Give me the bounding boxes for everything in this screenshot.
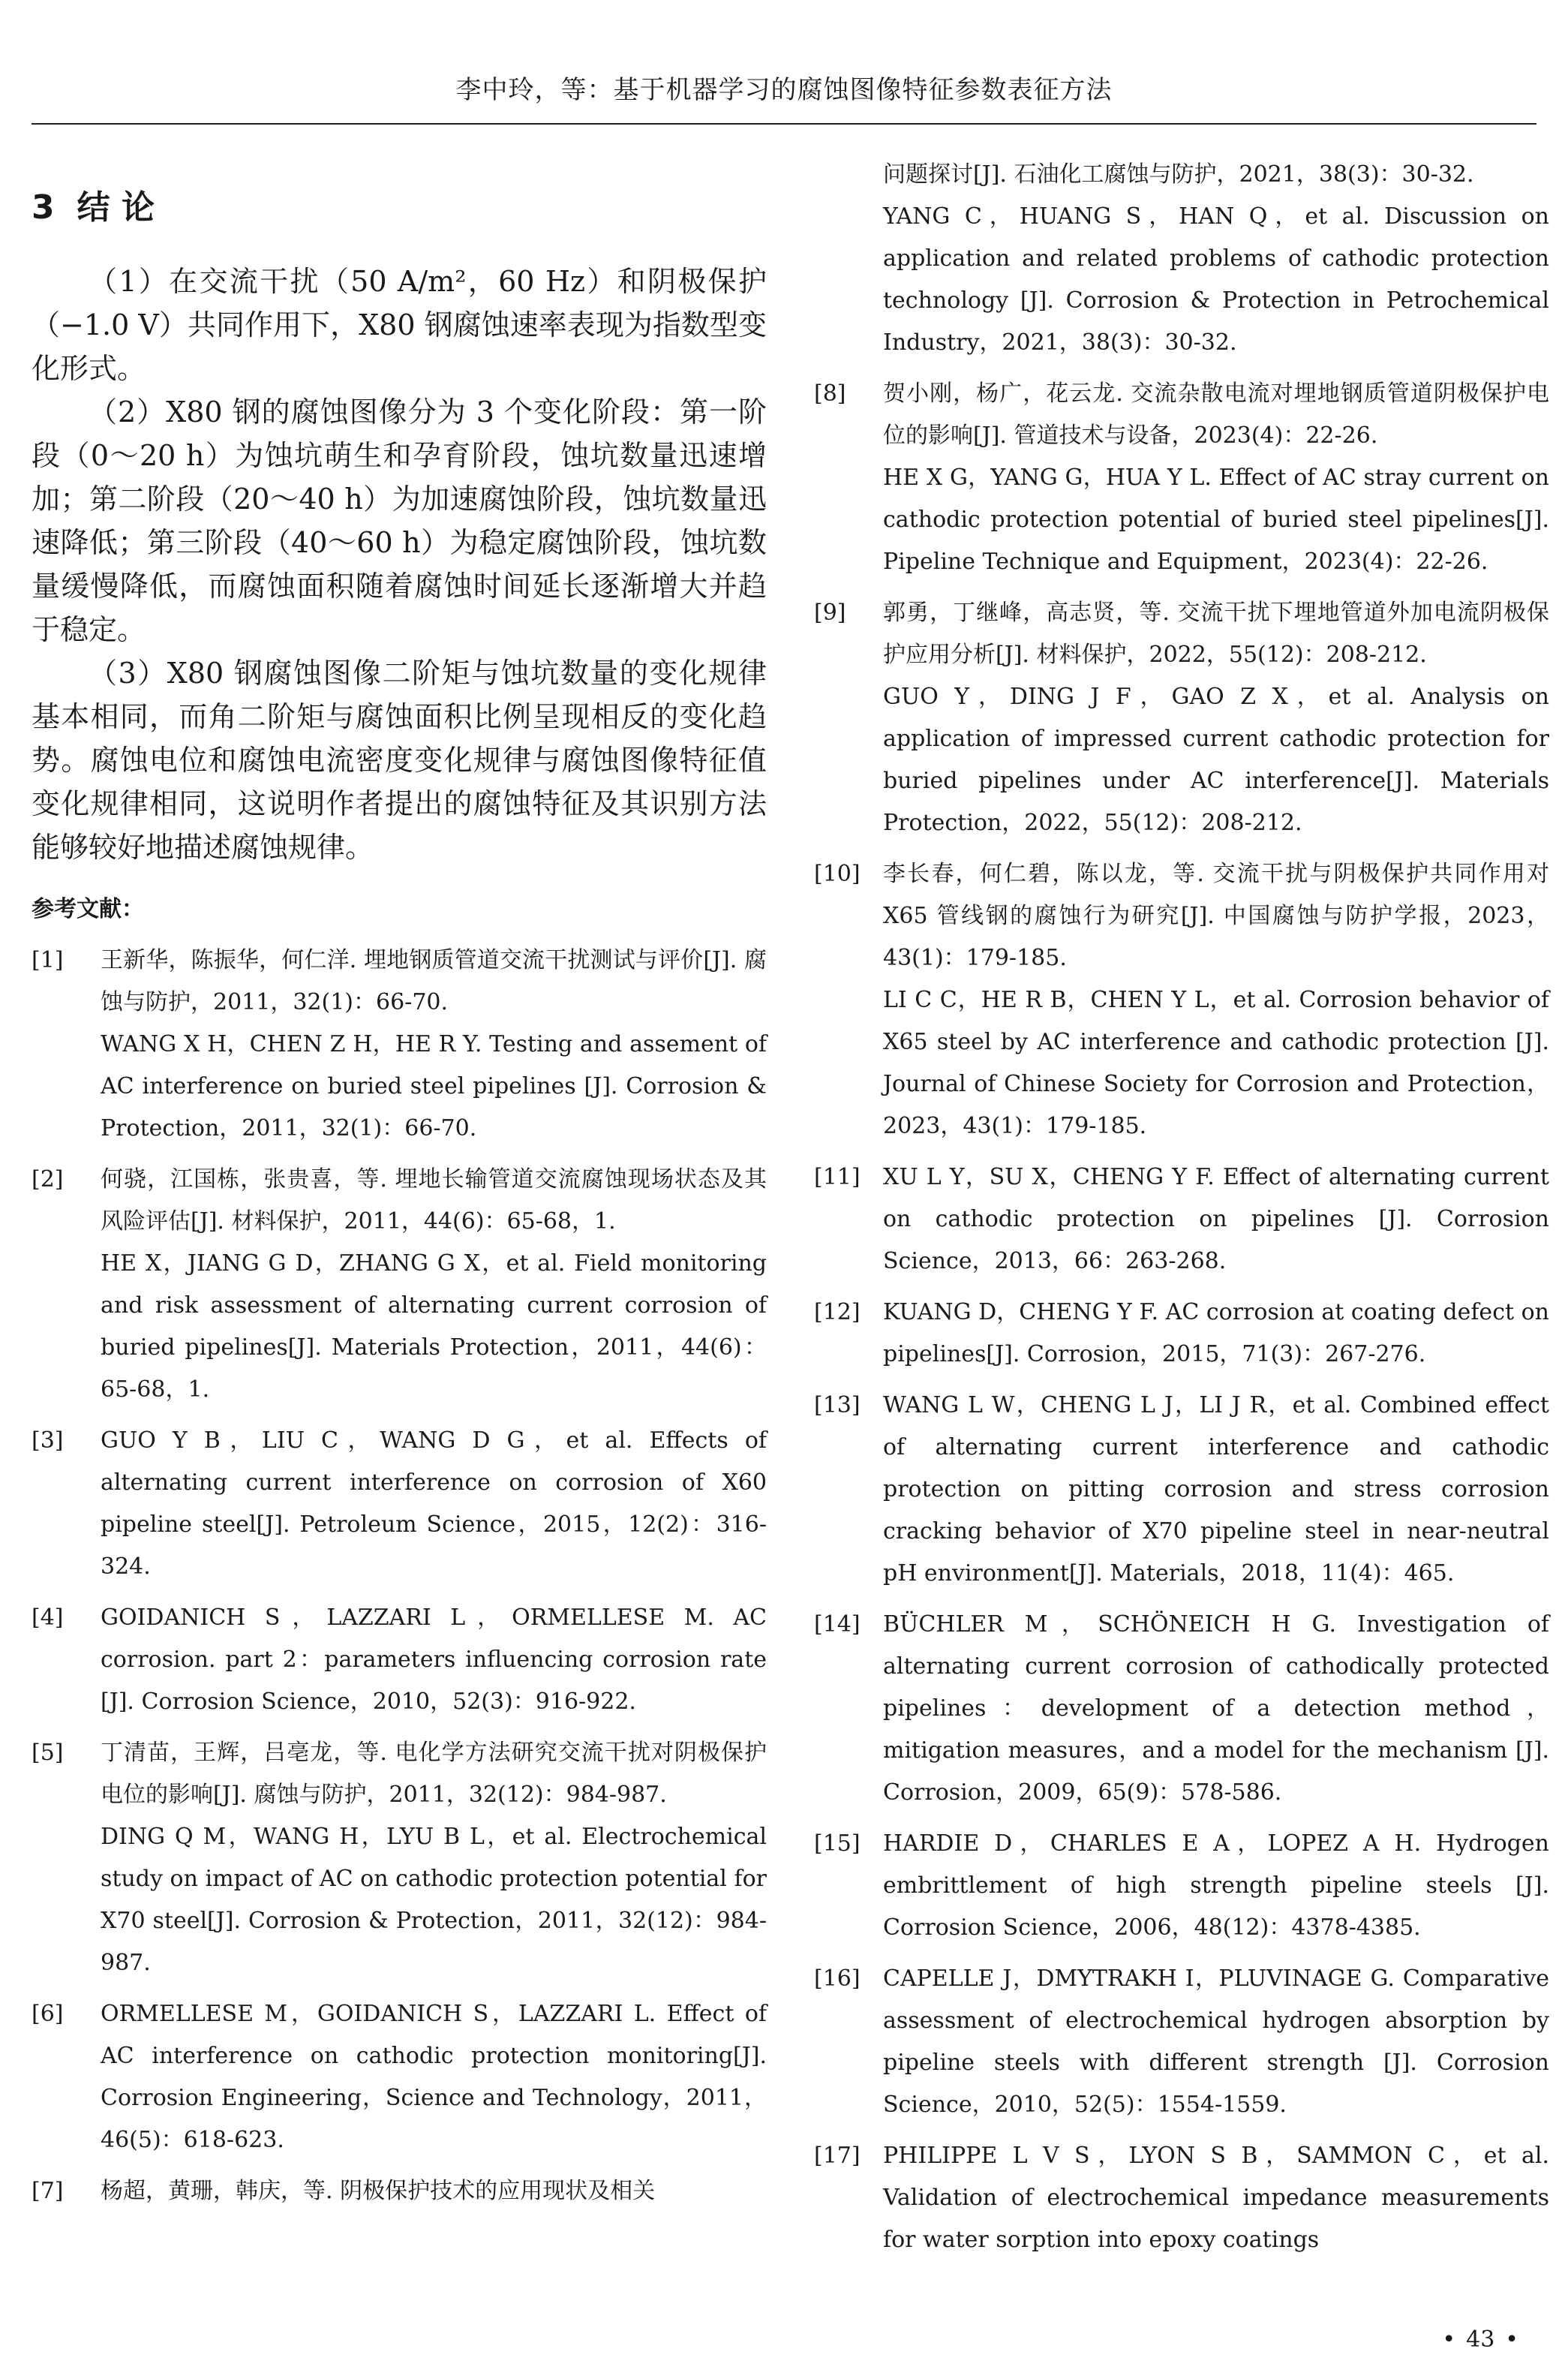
- reference-label: [9]: [814, 600, 846, 626]
- reference-item: [32, 1159, 767, 1411]
- reference-label: [12]: [814, 1299, 861, 1325]
- conclusion-paragraph-2: （2）X80 钢的腐蚀图像分为 3 个变化阶段：第一阶段（0～20 h）为蚀坑萌生和孕育阶段，蚀坑数量迅速增加；第二阶段（20～40 h）为加速腐蚀阶段，蚀坑数量迅速降低；第三阶段（40～60 h）为稳定腐蚀阶段，蚀坑数量缓慢降低，而腐蚀面积随着腐蚀时间延长逐渐增大并趋于稳定。: [32, 395, 767, 646]
- reference-label: [10]: [814, 861, 861, 887]
- reference-item: [814, 592, 1549, 844]
- reference-label: [6]: [32, 2001, 64, 2027]
- reference-cn: 李长春，何仁碧，陈以龙，等. 交流干扰与阴极保护共同作用对 X65 管线钢的腐蚀行为研究[J]. 中国腐蚀与防护学报，2023，43(1)：179-185.: [883, 861, 1549, 971]
- reference-item: [814, 1604, 1549, 1814]
- reference-en: HARDIE D，CHARLES E A，LOPEZ A H. Hydrogen embrittlement of high strength pipeline steels [J]. Corrosion Science，2006，48(12)：4378-4385.: [883, 1830, 1549, 1941]
- reference-en: XU L Y，SU X，CHENG Y F. Effect of alternating current on cathodic protection on pipelines [J]. Corrosion Science，2013，66：263-268.: [883, 1164, 1549, 1274]
- reference-continuation-cn: 问题探讨[J]. 石油化工腐蚀与防护，2021，38(3)：30-32.: [883, 161, 1474, 188]
- reference-item: [32, 1732, 767, 1984]
- reference-cn: 杨超，黄珊，韩庆，等. 阴极保护技术的应用现状及相关: [101, 2178, 656, 2204]
- section-heading: [32, 180, 767, 228]
- reference-en: HE X，JIANG G D，ZHANG G X，et al. Field monitoring and risk assessment of alternating current corrosion of buried pipelines[J]. Materials Protection，2011，44(6)：65-68，1.: [101, 1250, 767, 1403]
- reference-en: HE X G，YANG G，HUA Y L. Effect of AC stray current on cathodic protection potential of buried steel pipelines[J]. Pipeline Technique and Equipment，2023(4)：22-26.: [883, 465, 1549, 575]
- reference-label: [15]: [814, 1830, 861, 1857]
- reference-item: [814, 1156, 1549, 1283]
- reference-item: [32, 1420, 767, 1588]
- conclusion-paragraph-3: （3）X80 钢腐蚀图像二阶矩与蚀坑数量的变化规律基本相同，而角二阶矩与腐蚀面积比例呈现相反的变化趋势。腐蚀电位和腐蚀电流密度变化规律与腐蚀图像特征值变化规律相同，这说明作者提出的腐蚀特征及其识别方法能够较好地描述腐蚀规律。: [32, 657, 767, 864]
- reference-label: [14]: [814, 1611, 861, 1638]
- reference-en: PHILIPPE L V S，LYON S B，SAMMON C，et al. Validation of electrochemical impedance measurements for water sorption into epoxy coatings: [883, 2143, 1549, 2253]
- conclusion-paragraph-1: （1）在交流干扰（50 A/m²，60 Hz）和阴极保护（−1.0 V）共同作用下，X80 钢腐蚀速率表现为指数型变化形式。: [32, 265, 767, 385]
- running-header: 李中玲，等：基于机器学习的腐蚀图像特征参数表征方法: [455, 75, 1113, 105]
- reference-label: [8]: [814, 380, 846, 407]
- reference-en: KUANG D，CHENG Y F. AC corrosion at coating defect on pipelines[J]. Corrosion，2015，71(3)：267-276.: [883, 1299, 1549, 1367]
- reference-label: [2]: [32, 1166, 64, 1193]
- reference-en: WANG X H，CHEN Z H，HE R Y. Testing and assement of AC interference on buried steel pipelines [J]. Corrosion & Protection，2011，32(1)：66-70.: [101, 1031, 767, 1141]
- reference-continuation-en: YANG C，HUANG S，HAN Q，et al. Discussion on application and related problems of cathodic protection technology [J]. Corrosion & Protection in Petrochemical Industry，2021，38(3)：30-32.: [883, 203, 1549, 356]
- section-title: 结 论: [77, 188, 155, 227]
- reference-item: [814, 1385, 1549, 1595]
- reference-label: [1]: [32, 947, 64, 973]
- reference-label: [3]: [32, 1427, 64, 1454]
- reference-en: BÜCHLER M，SCHÖNEICH H G. Investigation of alternating current corrosion of cathodically protected pipelines：development of a detection method，mitigation measures，and a model for the mechanism [J]. Corrosion，2009，65(9)：578-586.: [883, 1611, 1549, 1806]
- reference-item: [32, 940, 767, 1150]
- references-heading: 参考文献：: [32, 896, 144, 922]
- reference-cn: 丁清苗，王辉，吕亳龙，等. 电化学方法研究交流干扰对阴极保护电位的影响[J]. 腐蚀与防护，2011，32(12)：984-987.: [101, 1740, 767, 1808]
- left-column: [32, 150, 767, 2212]
- reference-label: [4]: [32, 1605, 64, 1631]
- reference-label: [13]: [814, 1392, 861, 1418]
- reference-en: GUO Y B，LIU C，WANG D G，et al. Effects of alternating current interference on corrosion of X60 pipeline steel[J]. Petroleum Science，2015，12(2)：316-324.: [101, 1427, 767, 1580]
- reference-en: ORMELLESE M，GOIDANICH S，LAZZARI L. Effect of AC interference on cathodic protection monitoring[J]. Corrosion Engineering，Science and Technology，2011，46(5)：618-623.: [101, 2001, 767, 2153]
- reference-item: [814, 373, 1549, 583]
- reference-en: GUO Y，DING J F，GAO Z X，et al. Analysis on application of impressed current cathodic protection for buried pipelines under AC interference[J]. Materials Protection，2022，55(12)：208-212.: [883, 684, 1549, 836]
- page-number-value: 43: [1466, 2326, 1495, 2353]
- reference-label: [11]: [814, 1164, 861, 1190]
- reference-item: [32, 1993, 767, 2161]
- page-number: • 43 •: [1442, 2326, 1518, 2353]
- header-rule: [32, 123, 1536, 125]
- reference-en: GOIDANICH S，LAZZARI L，ORMELLESE M. AC corrosion. part 2：parameters influencing corrosion rate [J]. Corrosion Science，2010，52(3)：916-922.: [101, 1605, 767, 1715]
- reference-label: [16]: [814, 1965, 861, 1992]
- reference-item: [814, 2135, 1549, 2261]
- reference-en: WANG L W，CHENG L J，LI J R，et al. Combined effect of alternating current interference and cathodic protection on pitting corrosion and stress corrosion cracking behavior of X70 pipeline steel in near-neutral pH environment[J]. Materials，2018，11(4)：465.: [883, 1392, 1549, 1587]
- reference-item: [814, 1292, 1549, 1376]
- reference-en: LI C C，HE R B，CHEN Y L，et al. Corrosion behavior of X65 steel by AC interference and cathodic protection [J]. Journal of Chinese Society for Corrosion and Protection，2023，43(1)：179-185.: [883, 987, 1549, 1139]
- reference-label: [5]: [32, 1740, 64, 1766]
- reference-label: [17]: [814, 2143, 861, 2169]
- reference-en: DING Q M，WANG H，LYU B L，et al. Electrochemical study on impact of AC on cathodic protection potential for X70 steel[J]. Corrosion & Protection，2011，32(12)：984-987.: [101, 1824, 767, 1976]
- section-number: 3: [32, 188, 55, 227]
- reference-cn: 何骁，江国栋，张贵喜，等. 埋地长输管道交流腐蚀现场状态及其风险评估[J]. 材料保护，2011，44(6)：65-68，1.: [101, 1166, 767, 1235]
- reference-item: [814, 1958, 1549, 2126]
- reference-en: CAPELLE J，DMYTRAKH I，PLUVINAGE G. Comparative assessment of electrochemical hydrogen absorption by pipeline steels with different strength [J]. Corrosion Science，2010，52(5)：1554-1559.: [883, 1965, 1549, 2118]
- reference-cn: 贺小刚，杨广，花云龙. 交流杂散电流对埋地钢质管道阴极保护电位的影响[J]. 管道技术与设备，2023(4)：22-26.: [883, 380, 1549, 449]
- reference-item: [814, 853, 1549, 1147]
- reference-item: [32, 1597, 767, 1723]
- reference-item: [814, 1823, 1549, 1949]
- reference-cn: 王新华，陈振华，何仁洋. 埋地钢质管道交流干扰测试与评价[J]. 腐蚀与防护，2011，32(1)：66-70.: [101, 947, 767, 1015]
- right-column: [814, 154, 1549, 2261]
- reference-cn: 郭勇，丁继峰，高志贤，等. 交流干扰下埋地管道外加电流阴极保护应用分析[J]. 材料保护，2022，55(12)：208-212.: [883, 600, 1549, 668]
- reference-item: [32, 2170, 767, 2212]
- reference-label: [7]: [32, 2178, 64, 2204]
